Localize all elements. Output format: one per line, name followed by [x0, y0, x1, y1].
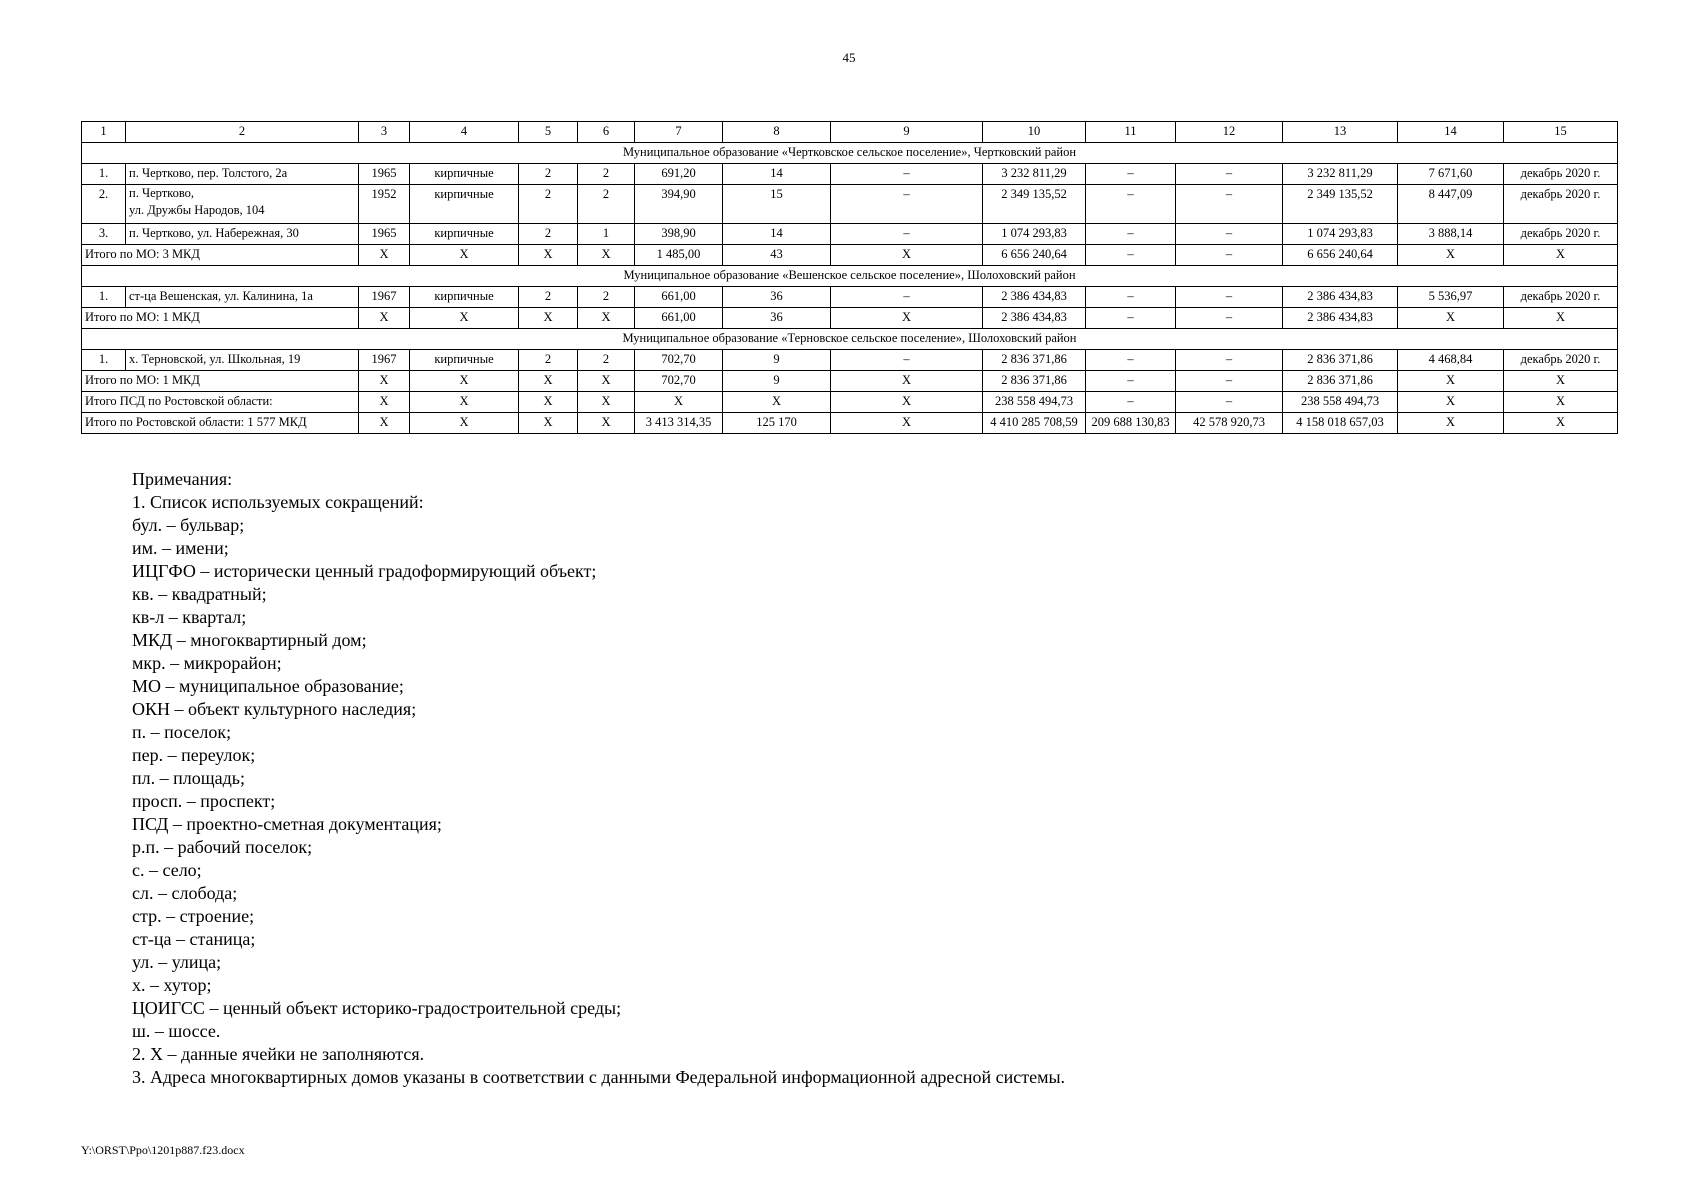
column-number-cell: 1 — [82, 122, 126, 143]
table-cell: 9 — [723, 371, 831, 392]
table-cell: 2 386 434,83 — [983, 308, 1086, 329]
table-cell: 4 468,84 — [1398, 350, 1504, 371]
buildings-table — [81, 121, 1618, 434]
table-cell: 1 074 293,83 — [1283, 224, 1398, 245]
table-cell: – — [1086, 164, 1176, 185]
grand-total-label-cell: Итого по Ростовской области: 1 577 МКД — [82, 413, 359, 434]
column-number-cell: 15 — [1504, 122, 1618, 143]
table-cell: 2 — [578, 350, 635, 371]
table-cell: Х — [1398, 245, 1504, 266]
table-cell: 8 447,09 — [1398, 185, 1504, 224]
table-cell: 238 558 494,73 — [983, 392, 1086, 413]
table-cell: декабрь 2020 г. — [1504, 185, 1618, 224]
note-line: МО – муниципальное образование; — [132, 676, 404, 696]
table-cell: декабрь 2020 г. — [1504, 224, 1618, 245]
table-cell: – — [831, 185, 983, 224]
table-cell: 2 836 371,86 — [1283, 371, 1398, 392]
table-cell: Х — [359, 392, 410, 413]
note-line: ПСД – проектно-сметная документация; — [132, 814, 442, 834]
table-cell: 691,20 — [635, 164, 723, 185]
table-cell: Х — [359, 308, 410, 329]
table-cell: 661,00 — [635, 287, 723, 308]
table-row — [82, 350, 1618, 371]
table-cell: 5 536,97 — [1398, 287, 1504, 308]
table-cell: 2 349 135,52 — [983, 185, 1086, 224]
section-title-row — [82, 266, 1618, 287]
table-cell: – — [831, 287, 983, 308]
table-cell: Х — [831, 308, 983, 329]
column-number-cell: 8 — [723, 122, 831, 143]
table-cell: Х — [519, 392, 578, 413]
table-cell: Х — [578, 392, 635, 413]
section-title-cell: Муниципальное образование «Вешенское сельское поселение», Шолоховский район — [82, 266, 1618, 287]
table-row — [82, 185, 1618, 224]
table-cell: Х — [1504, 413, 1618, 434]
note-line: пер. – переулок; — [132, 745, 256, 765]
table-cell: 15 — [723, 185, 831, 224]
subtotal-label-cell: Итого по МО: 3 МКД — [82, 245, 359, 266]
table-row — [82, 287, 1618, 308]
table-cell: Х — [578, 413, 635, 434]
subtotal-label-cell: Итого по МО: 1 МКД — [82, 371, 359, 392]
table-cell: Х — [410, 371, 519, 392]
table-cell: 3. — [82, 224, 126, 245]
table-cell: Х — [519, 371, 578, 392]
column-number-cell: 5 — [519, 122, 578, 143]
table-cell: 2. — [82, 185, 126, 224]
table-cell: х. Терновской, ул. Школьная, 19 — [126, 350, 359, 371]
table-cell: кирпичные — [410, 224, 519, 245]
note-line: просп. – проспект; — [132, 791, 276, 811]
table-cell: кирпичные — [410, 350, 519, 371]
table-cell: – — [1086, 224, 1176, 245]
grand-total-row — [82, 413, 1618, 434]
table-cell: 2 386 434,83 — [1283, 308, 1398, 329]
table-cell: декабрь 2020 г. — [1504, 350, 1618, 371]
table-cell: – — [1086, 287, 1176, 308]
table-cell: 2 836 371,86 — [983, 371, 1086, 392]
table-cell: 394,90 — [635, 185, 723, 224]
table-cell: 3 888,14 — [1398, 224, 1504, 245]
note-line: кв. – квадратный; — [132, 584, 267, 604]
table-cell: Х — [831, 413, 983, 434]
note-line: р.п. – рабочий поселок; — [132, 837, 313, 857]
table-cell: Х — [831, 245, 983, 266]
table-cell: – — [1086, 185, 1176, 224]
table-cell: – — [1176, 164, 1283, 185]
table-cell: 1965 — [359, 224, 410, 245]
table-cell: 2 — [578, 185, 635, 224]
note-line: ш. – шоссе. — [132, 1021, 221, 1041]
table-cell: 1965 — [359, 164, 410, 185]
note-line: ОКН – объект культурного наследия; — [132, 699, 417, 719]
table-cell: 2 — [519, 350, 578, 371]
table-cell: – — [1176, 371, 1283, 392]
note-line: с. – село; — [132, 860, 202, 880]
table-cell: п. Чертково, ул. Дружбы Народов, 104 — [126, 185, 359, 224]
table-cell: – — [831, 164, 983, 185]
note-line: п. – поселок; — [132, 722, 232, 742]
table-cell: 2 — [519, 164, 578, 185]
note-line: бул. – бульвар; — [132, 515, 245, 535]
note-line: ст-ца – станица; — [132, 929, 256, 949]
table-cell: 2 — [519, 224, 578, 245]
note-line: х. – хутор; — [132, 975, 212, 995]
table-cell: 1. — [82, 164, 126, 185]
table-cell: 2 — [519, 287, 578, 308]
table-cell: Х — [1504, 245, 1618, 266]
table-cell: 6 656 240,64 — [983, 245, 1086, 266]
table-cell: 4 410 285 708,59 — [983, 413, 1086, 434]
note-line: пл. – площадь; — [132, 768, 245, 788]
table-cell: 14 — [723, 164, 831, 185]
table-cell: 209 688 130,83 — [1086, 413, 1176, 434]
table-cell: 2 386 434,83 — [983, 287, 1086, 308]
table-row — [82, 164, 1618, 185]
column-number-cell: 13 — [1283, 122, 1398, 143]
notes-section — [132, 468, 1065, 1089]
note-line: ул. – улица; — [132, 952, 222, 972]
column-number-cell: 9 — [831, 122, 983, 143]
subtotal-row — [82, 308, 1618, 329]
note-line: 1. Список используемых сокращений: — [132, 492, 424, 512]
table-cell: 1 074 293,83 — [983, 224, 1086, 245]
table-cell: 2 — [519, 185, 578, 224]
table-cell: 2 836 371,86 — [983, 350, 1086, 371]
table-cell: – — [1086, 245, 1176, 266]
table-cell: Х — [410, 392, 519, 413]
table-cell: кирпичные — [410, 287, 519, 308]
table-cell: Х — [519, 413, 578, 434]
table-cell: 1. — [82, 350, 126, 371]
table-cell: – — [1176, 287, 1283, 308]
table-cell: 1 — [578, 224, 635, 245]
table-cell: Х — [1504, 371, 1618, 392]
table-cell: 2 — [578, 164, 635, 185]
table-cell: 125 170 — [723, 413, 831, 434]
table-cell: Х — [519, 308, 578, 329]
table-cell: Х — [1398, 308, 1504, 329]
table-cell: Х — [1504, 392, 1618, 413]
note-line: сл. – слобода; — [132, 883, 238, 903]
table-cell: 1967 — [359, 287, 410, 308]
note-line: ИЦГФО – исторически ценный градоформирующий объект; — [132, 561, 597, 581]
table-cell: 702,70 — [635, 371, 723, 392]
table-cell: – — [831, 350, 983, 371]
table-cell: Х — [359, 413, 410, 434]
table-cell: 2 836 371,86 — [1283, 350, 1398, 371]
table-cell: – — [1176, 224, 1283, 245]
column-number-cell: 3 — [359, 122, 410, 143]
note-line: им. – имени; — [132, 538, 229, 558]
table-cell: п. Чертково, пер. Толстого, 2а — [126, 164, 359, 185]
table-cell: Х — [1504, 308, 1618, 329]
table-cell: 1 485,00 — [635, 245, 723, 266]
table-cell: 3 232 811,29 — [1283, 164, 1398, 185]
table-cell: 702,70 — [635, 350, 723, 371]
table-cell: 2 349 135,52 — [1283, 185, 1398, 224]
table-cell: Х — [519, 245, 578, 266]
table-cell: 4 158 018 657,03 — [1283, 413, 1398, 434]
subtotal-row — [82, 371, 1618, 392]
note-line: кв-л – квартал; — [132, 607, 247, 627]
column-number-cell: 11 — [1086, 122, 1176, 143]
page-number: 45 — [842, 50, 856, 65]
notes-heading: Примечания: — [132, 469, 233, 489]
note-line: 3. Адреса многоквартирных домов указаны в соответствии с данными Федеральной информационной адресной системы. — [132, 1067, 1066, 1087]
table-cell: – — [1176, 392, 1283, 413]
table-cell: – — [1086, 350, 1176, 371]
column-number-cell: 10 — [983, 122, 1086, 143]
table-cell: Х — [578, 308, 635, 329]
note-line: МКД – многоквартирный дом; — [132, 630, 367, 650]
table-cell: – — [1176, 308, 1283, 329]
grand-total-row — [82, 392, 1618, 413]
table-cell: п. Чертково, ул. Набережная, 30 — [126, 224, 359, 245]
table-cell: 1. — [82, 287, 126, 308]
note-line: стр. – строение; — [132, 906, 255, 926]
table-cell: Х — [635, 392, 723, 413]
table-cell: Х — [1398, 392, 1504, 413]
table-cell: 398,90 — [635, 224, 723, 245]
table-cell: – — [831, 224, 983, 245]
table-cell: 3 232 811,29 — [983, 164, 1086, 185]
table-cell: 42 578 920,73 — [1176, 413, 1283, 434]
grand-total-label-cell: Итого ПСД по Ростовской области: — [82, 392, 359, 413]
table-cell: 36 — [723, 287, 831, 308]
table-cell: 2 386 434,83 — [1283, 287, 1398, 308]
table-header-row — [82, 122, 1618, 143]
table-cell: Х — [410, 413, 519, 434]
table-cell: – — [1176, 350, 1283, 371]
table-row — [82, 224, 1618, 245]
footer-file-path: Y:\ORST\Ppo\1201p887.f23.docx — [81, 1143, 245, 1157]
table-cell: 3 413 314,35 — [635, 413, 723, 434]
table-cell: 6 656 240,64 — [1283, 245, 1398, 266]
section-title-row — [82, 329, 1618, 350]
table-cell: Х — [578, 371, 635, 392]
table-cell: 2 — [578, 287, 635, 308]
table-cell: Х — [723, 392, 831, 413]
note-line: 2. Х – данные ячейки не заполняются. — [132, 1044, 425, 1064]
table-cell: 36 — [723, 308, 831, 329]
table-cell: – — [1086, 392, 1176, 413]
table-cell: 14 — [723, 224, 831, 245]
column-number-cell: 14 — [1398, 122, 1504, 143]
table-cell: Х — [359, 371, 410, 392]
subtotal-row — [82, 245, 1618, 266]
table-cell: 238 558 494,73 — [1283, 392, 1398, 413]
note-line: ЦОИГСС – ценный объект историко-градостроительной среды; — [132, 998, 622, 1018]
column-number-cell: 7 — [635, 122, 723, 143]
table-cell: Х — [410, 308, 519, 329]
table-body — [82, 122, 1618, 434]
table-cell: Х — [1398, 413, 1504, 434]
subtotal-label-cell: Итого по МО: 1 МКД — [82, 308, 359, 329]
column-number-cell: 2 — [126, 122, 359, 143]
table-cell: 661,00 — [635, 308, 723, 329]
table-cell: ст-ца Вешенская, ул. Калинина, 1а — [126, 287, 359, 308]
table-cell: Х — [359, 245, 410, 266]
table-cell: кирпичные — [410, 164, 519, 185]
table-cell: – — [1086, 371, 1176, 392]
note-line: мкр. – микрорайон; — [132, 653, 282, 673]
table-cell: декабрь 2020 г. — [1504, 287, 1618, 308]
column-number-cell: 12 — [1176, 122, 1283, 143]
table-cell: – — [1176, 185, 1283, 224]
table-cell: – — [1176, 245, 1283, 266]
table-cell: декабрь 2020 г. — [1504, 164, 1618, 185]
table-cell: 1952 — [359, 185, 410, 224]
table-cell: Х — [578, 245, 635, 266]
table-cell: 1967 — [359, 350, 410, 371]
table-cell: Х — [410, 245, 519, 266]
table-cell: Х — [831, 392, 983, 413]
section-title-cell: Муниципальное образование «Чертковское сельское поселение», Чертковский район — [82, 143, 1618, 164]
table-cell: 43 — [723, 245, 831, 266]
table-cell: Х — [1398, 371, 1504, 392]
table-cell: кирпичные — [410, 185, 519, 224]
section-title-row — [82, 143, 1618, 164]
column-number-cell: 6 — [578, 122, 635, 143]
table-cell: Х — [831, 371, 983, 392]
table-cell: 7 671,60 — [1398, 164, 1504, 185]
column-number-cell: 4 — [410, 122, 519, 143]
table-cell: – — [1086, 308, 1176, 329]
section-title-cell: Муниципальное образование «Терновское сельское поселение», Шолоховский район — [82, 329, 1618, 350]
table-cell: 9 — [723, 350, 831, 371]
